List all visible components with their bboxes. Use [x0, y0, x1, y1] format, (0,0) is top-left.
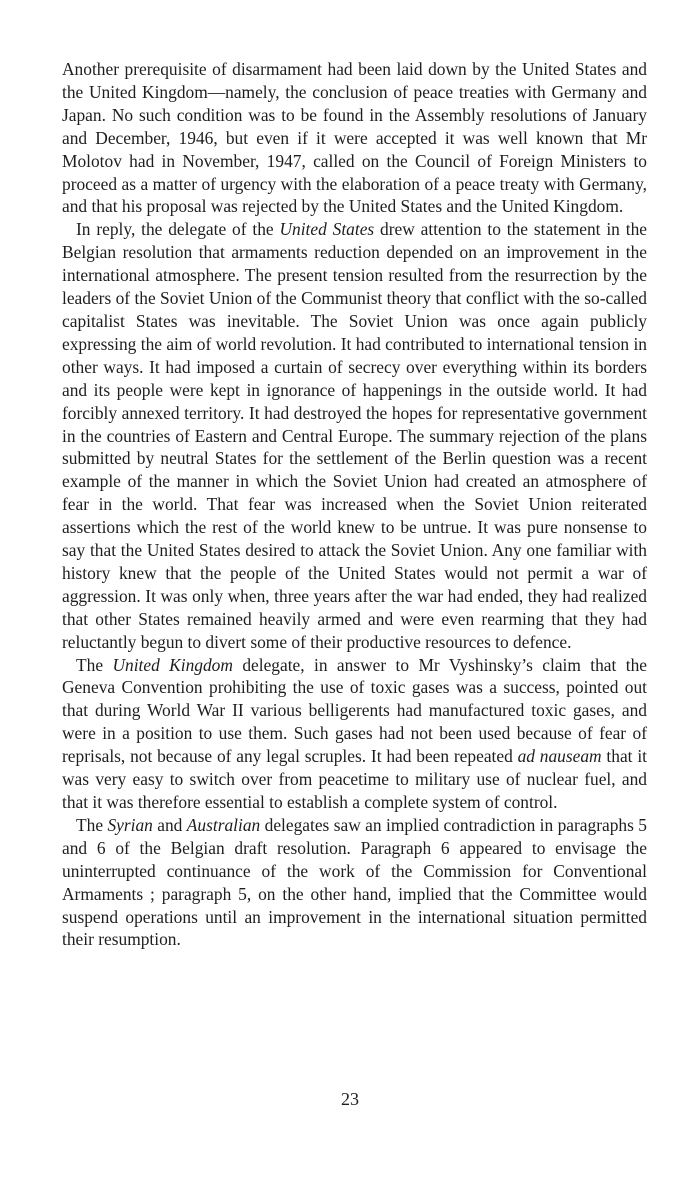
paragraph-united-states-reply — [62, 218, 647, 653]
delegate-name: United Kingdom — [112, 654, 233, 675]
paragraph-united-kingdom-reply — [62, 654, 647, 814]
page-number: 23 — [341, 1089, 359, 1109]
delegate-name: Syrian — [107, 814, 153, 835]
paragraph-text: The — [76, 654, 113, 675]
paragraph-text: The — [76, 814, 108, 835]
paragraph-text: and — [152, 814, 187, 835]
latin-phrase: ad nauseam — [517, 746, 602, 767]
paragraph-text: delegates saw an implied contradiction in paragraphs 5 and 6 of the Belgian draft resolution. Paragraph 6 appeared to envisage the uninterrupted continuance of the work of the Commission for Conventional Armaments ; paragraph 5, on the other hand, implied that the Committee would suspend operations until an improvement in the international situation permitted their resumption. — [62, 814, 647, 950]
paragraph-text: In reply, the delegate of the — [76, 219, 280, 240]
paragraph-text: Another prerequisite of disarmament had been laid down by the United States and the United Kingdom—namely, the conclusion of peace treaties with Germany and Japan. No such condition was to be found in the Assembly resolutions of January and December, 1946, but even if it were accepted it was well known that Mr Molotov had in November, 1947, called on the Council of Foreign Ministers to proceed as a matter of urgency with the elaboration of a peace treaty with Germany, and that his proposal was rejected by the United States and the United Kingdom. — [62, 59, 647, 217]
paragraph-text: that it was very easy to switch over from peacetime to military use of nuclear fuel, and that it was therefore essential to establish a complete system of control. — [62, 746, 647, 812]
paragraph-text: drew attention to the statement in the Belgian resolution that armaments reduction depended on an improvement in the international atmosphere. The present tension resulted from the resurrection by the leaders of the Soviet Union of the Communist theory that conflict with the so-called capitalist States was inevitable. The Soviet Union was once again publicly expressing the aim of world revolution. It had contributed to international tension in other ways. It had imposed a curtain of secrecy over everything within its borders and its people were kept in ignorance of happenings in the outside world. It had forcibly annexed territory. It had destroyed the hopes for representative government in the countries of Eastern and Central Europe. The summary rejection of the plans submitted by neutral States for the settlement of the Berlin question was a recent example of the manner in which the Soviet Union had created an atmosphere of fear in the world. That fear was increased when the Soviet Union reiterated assertions which the rest of the world knew to be untrue. It was pure nonsense to say that the United States desired to attack the Soviet Union. Any one familiar with history knew that the people of the United States would not permit a war of aggression. It was only when, three years after the war had ended, they had realized that other States remained heavily armed and were even rearming that they had reluctantly begun to divert some of their productive resources to defence. — [62, 219, 647, 652]
paragraph-molotov-peace-treaty — [62, 58, 647, 218]
paragraph-syrian-australian — [62, 814, 647, 951]
delegate-name: United States — [279, 219, 375, 240]
delegate-name: Australian — [186, 814, 261, 835]
paragraph-text: delegate, in answer to Mr Vyshinsky’s claim that the Geneva Convention prohibiting the use of toxic gases was a success, pointed out that during World War II various belligerents had manufactured toxic gases, and were in a position to use them. Such gases had not been used because of fear of reprisals, not because of any legal scruples. It had been repeated — [62, 654, 647, 767]
